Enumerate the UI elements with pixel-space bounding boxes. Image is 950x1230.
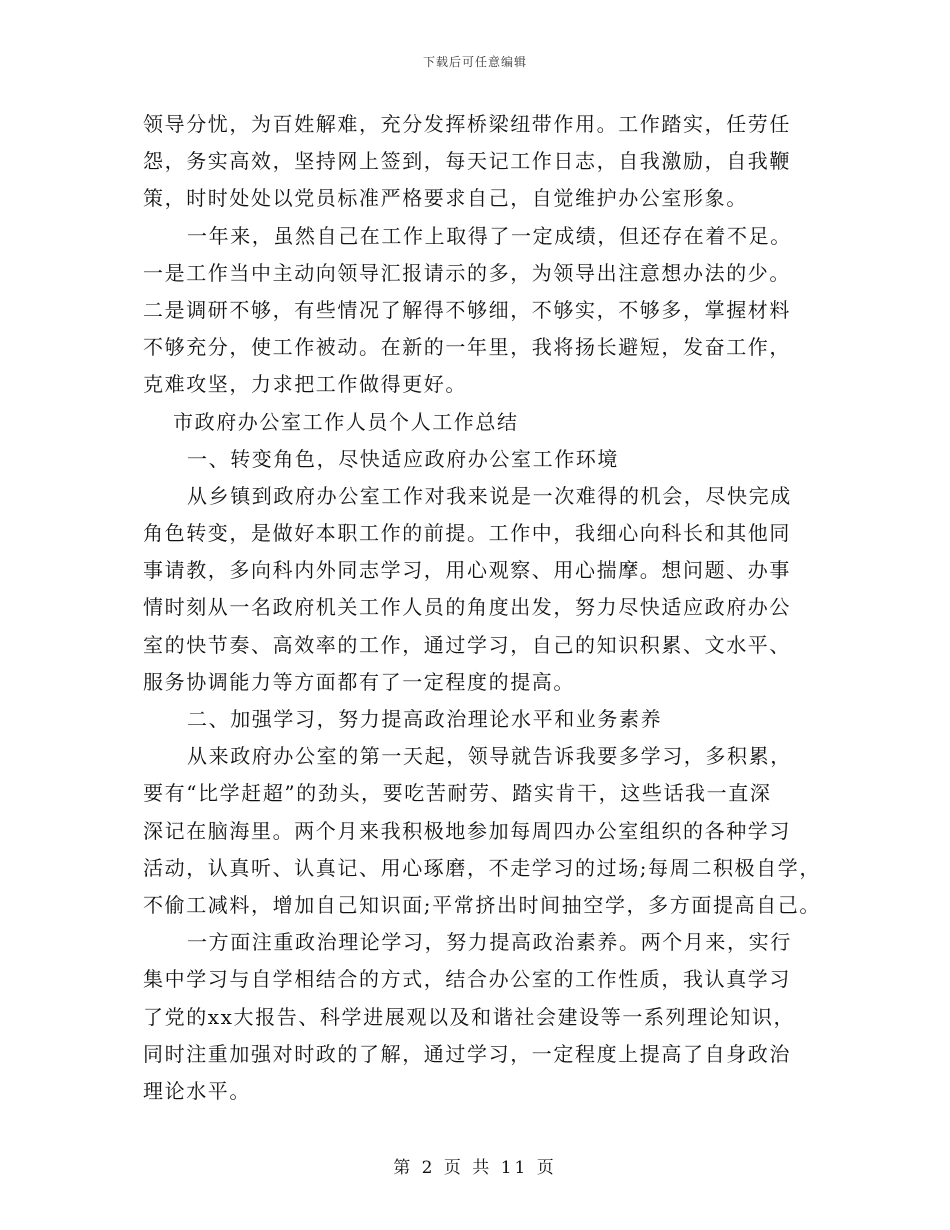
text-line: 不偷工减料，增加自己知识面;平常挤出时间抽空学，多方面提高自己。 [143, 892, 821, 917]
text-line: 领导分忧，为百姓解难，充分发挥桥梁纽带作用。工作踏实，任劳任 [143, 112, 791, 136]
text-line: 不够充分，使工作被动。在新的一年里，我将扬长避短，发奋工作， [143, 335, 791, 360]
text-line: 深记在脑海里。两个月来我积极地参加每周四办公室组织的各种学习 [143, 818, 791, 843]
section-title: 市政府办公室工作人员个人工作总结 [173, 409, 519, 434]
text-line: 集中学习与自学相结合的方式，结合办公室的工作性质，我认真学习 [143, 967, 791, 992]
text-line: 同时注重加强对时政的了解，通过学习，一定程度上提高了自身政治 [143, 1041, 791, 1066]
text-line: 理论水平。 [143, 1078, 251, 1103]
text-line: 从乡镇到政府办公室工作对我来说是一次难得的机会，尽快完成 [187, 483, 792, 508]
text-line: 一、转变角色，尽快适应政府办公室工作环境 [187, 446, 619, 471]
text-line: 了党的xx大报告、科学进展观以及和谐社会建设等一系列理论知识， [143, 1004, 796, 1029]
text-line: 二、加强学习，努力提高政治理论水平和业务素养 [187, 707, 663, 731]
text-line: 服务协调能力等方面都有了一定程度的提高。 [143, 669, 575, 694]
text-line: 室的快节奏、高效率的工作，通过学习，自己的知识积累、文水平、 [143, 632, 791, 657]
text-line: 怨，务实高效，坚持网上签到，每天记工作日志，自我激励，自我鞭 [143, 149, 791, 174]
text-line: 事请教，多向科内外同志学习，用心观察、用心揣摩。想问题、办事 [143, 558, 791, 583]
text-line: 一是工作当中主动向领导汇报请示的多，为领导出注意想办法的少。 [143, 260, 791, 285]
text-line: 活动，认真听、认真记、用心琢磨，不走学习的过场;每周二积极自学， [143, 855, 821, 880]
text-line: 情时刻从一名政府机关工作人员的角度出发，努力尽快适应政府办公 [143, 595, 791, 620]
text-line: 一方面注重政治理论学习，努力提高政治素养。两个月来，实行 [187, 930, 792, 955]
text-line: 从来政府办公室的第一天起，领导就告诉我要多学习，多积累， [187, 744, 792, 769]
text-line: 二是调研不够，有些情况了解得不够细，不够实，不够多，掌握材料 [143, 297, 791, 322]
text-line: 要有“比学赶超”的劲头，要吃苦耐劳、踏实肯干，这些话我一直深 [143, 781, 772, 806]
text-line: 克难攻坚，力求把工作做得更好。 [143, 372, 467, 397]
page-header: 下载后可任意编辑 [422, 55, 527, 69]
text-line: 角色转变，是做好本职工作的前提。工作中，我细心向科长和其他同 [143, 521, 791, 546]
document-body [143, 106, 843, 1110]
text-line: 一年来，虽然自己在工作上取得了一定成绩，但还存在着不足。 [187, 223, 792, 248]
text-line: 策，时时处处以党员标准严格要求自己，自觉维护办公室形象。 [143, 186, 748, 211]
page-number: 第 2 页 共 11 页 [393, 1158, 557, 1178]
